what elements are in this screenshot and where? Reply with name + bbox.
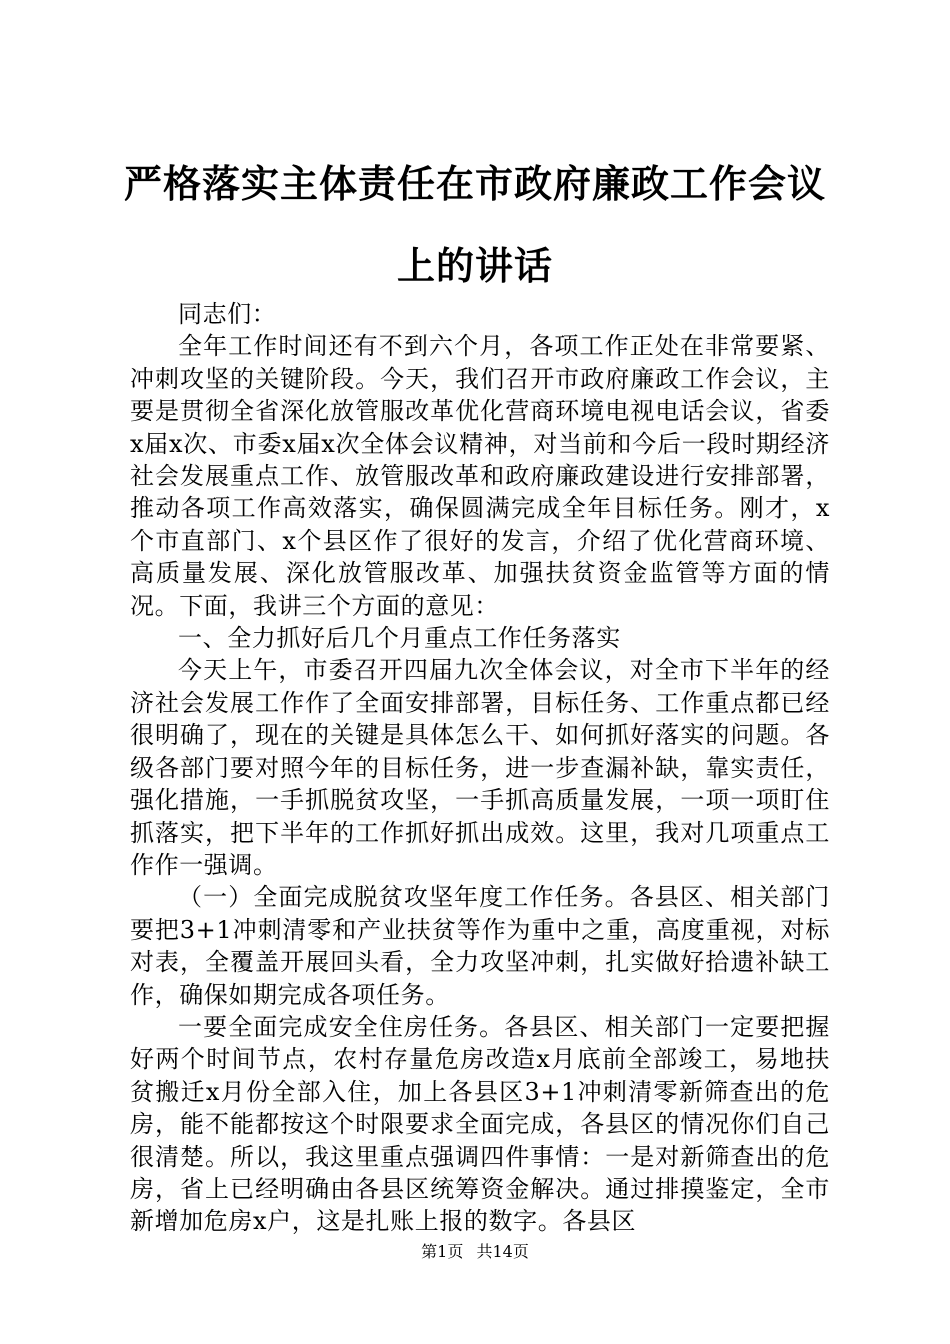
page-footer [0,1240,950,1264]
page-number: 第1页 [421,1242,464,1261]
salutation-paragraph: 同志们： [178,300,277,328]
document-title: 严格落实主体责任在市政府廉政工作会议上的讲话 [123,161,826,288]
subsection-paragraph: （一）全面完成脱贫攻坚年度工作任务。各县区、相关部门要把3+1冲刺清零和产业扶贫等作为重中之重，高度重视，对标对表，全覆盖开展回头看，全力攻坚冲刺，扎实做好拾遗补缺工作，确保如期完成各项任务。 [130,883,830,1009]
document-body [130,298,830,1238]
page-total: 共14页 [476,1242,529,1261]
section-heading: 一、全力抓好后几个月重点工作任务落实 [178,624,621,653]
body-paragraph: 一要全面完成安全住房任务。各县区、相关部门一定要把握好两个时间节点，农村存量危房改造x月底前全部竣工，易地扶贫搬迁x月份全部入住，加上各县区3+1冲刺清零新筛查出的危房，能不能都按这个时限要求全面完成，各县区的情况你们自己很清楚。所以，我这里重点强调四件事情：一是对新筛查出的危房，省上已经明确由各县区统筹资金解决。通过排摸鉴定，全市新增加危房x户，这是扎账上报的数字。各县区 [130,1012,830,1236]
intro-paragraph: 全年工作时间还有不到六个月，各项工作正处在非常要紧、冲刺攻坚的关键阶段。今天，我们召开市政府廉政工作会议，主要是贯彻全省深化放管服改革优化营商环境电视电话会议，省委x届x次、市委x届x次全体会议精神，对当前和今后一段时期经济社会发展重点工作、放管服改革和政府廉政建设进行安排部署，推动各项工作高效落实，确保圆满完成全年目标任务。刚才，x个市直部门、x个县区作了很好的发言，介绍了优化营商环境、高质量发展、深化放管服改革、加强扶贫资金监管等方面的情况。下面，我讲三个方面的意见： [130,332,830,620]
body-paragraph: 今天上午，市委召开四届九次全体会议，对全市下半年的经济社会发展工作作了全面安排部署，目标任务、工作重点都已经很明确了，现在的关键是具体怎么干、如何抓好落实的问题。各级各部门要对照今年的目标任务，进一步查漏补缺，靠实责任，强化措施，一手抓脱贫攻坚，一手抓高质量发展，一项一项盯住抓落实，把下半年的工作抓好抓出成效。这里，我对几项重点工作作一强调。 [130,656,830,879]
